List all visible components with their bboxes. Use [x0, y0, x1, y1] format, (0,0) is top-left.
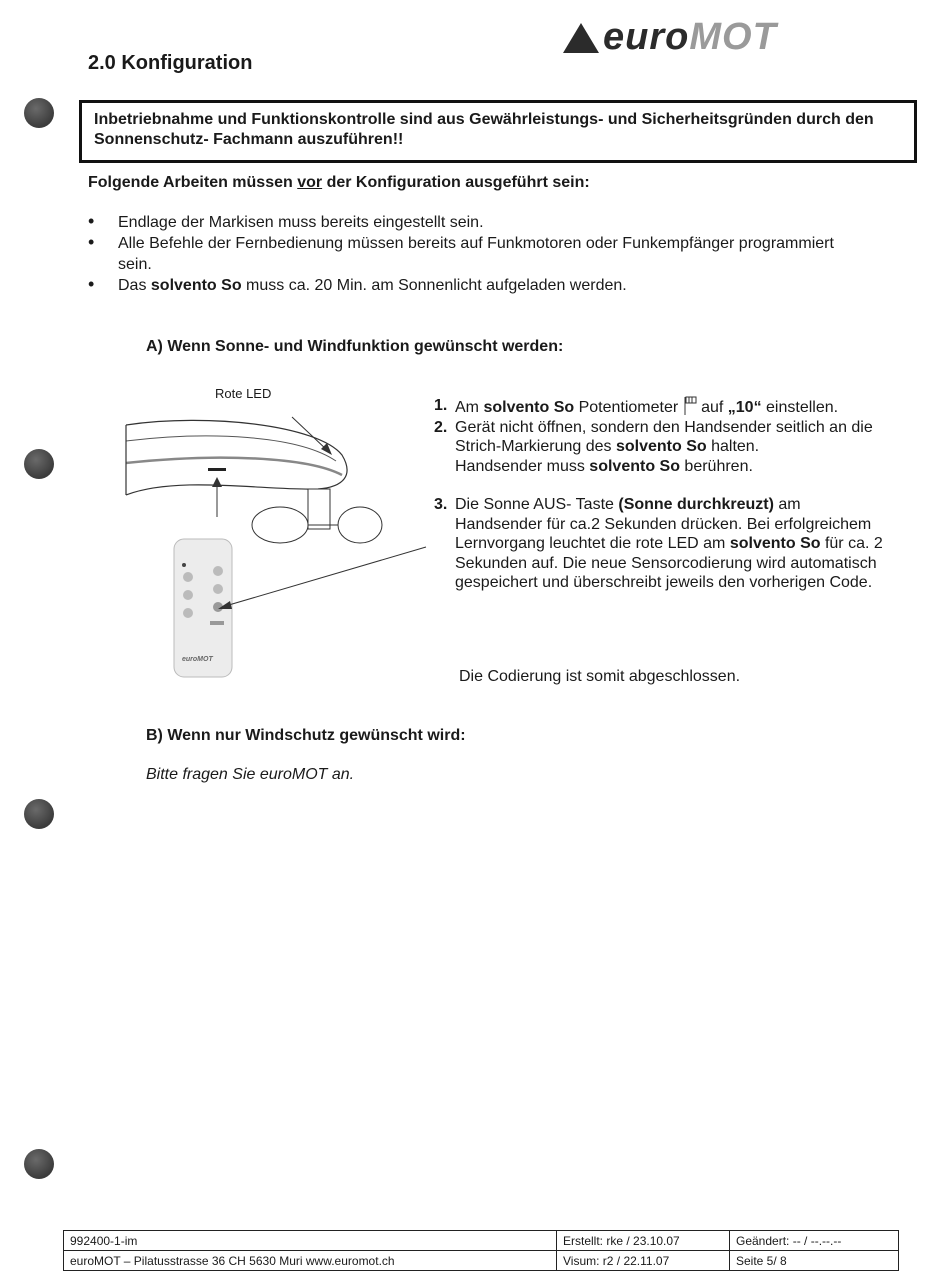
step-3: 3. Die Sonne AUS- Taste (Sonne durchkreuzt) am Handsender für ca.2 Sekunden drücken. Bei erfolgreichem Lernvorgang leuchtet die rote LED am solvento So für ca. 2 Sekunden auf. Die neue Sensorcodierung wird automatisch gespeichert und überschreibt jeweils den vorherigen Code. [434, 496, 883, 591]
device-illustration [118, 405, 430, 685]
led-arrow [292, 417, 328, 451]
remote-button [183, 608, 193, 618]
closing-note: Die Codierung ist somit abgeschlossen. [459, 668, 741, 685]
punch-hole [24, 799, 54, 829]
list-item: • Endlage der Markisen muss bereits eingestellt sein. [88, 212, 868, 233]
prerequisites-list [88, 212, 868, 296]
euromot-logo: euroMOT [563, 16, 777, 56]
remote-button [213, 584, 223, 594]
section-b-heading: B) Wenn nur Windschutz gewünscht wird: [146, 727, 466, 744]
step-2: 2. Gerät nicht öffnen, sondern den Handsender seitlich an die Strich-Markierung des solvento So halten. Handsender muss solvento So berühren. [434, 418, 873, 475]
footer-visum: Visum: r2 / 22.11.07 [557, 1251, 730, 1271]
remote-button [183, 590, 193, 600]
wind-cup-right [338, 507, 382, 543]
sensor-stem [308, 489, 330, 529]
remote-button [213, 566, 223, 576]
punch-hole [24, 449, 54, 479]
footer-table [63, 1230, 899, 1271]
remote-brand: euroMOT [182, 656, 213, 663]
punch-hole [24, 98, 54, 128]
strich-marker [208, 468, 226, 471]
list-item: • Das solvento So muss ca. 20 Min. am Sonnenlicht aufgeladen werden. [88, 275, 868, 296]
wind-cup-left [252, 507, 308, 543]
potentiometer-flag-icon [683, 396, 697, 416]
prerequisites-heading: Folgende Arbeiten müssen vor der Konfiguration ausgeführt sein: [88, 174, 590, 191]
footer-doc-id: 992400-1-im [64, 1231, 557, 1251]
section-b-text: Bitte fragen Sie euroMOT an. [146, 766, 355, 783]
led-label: Rote LED [215, 386, 272, 401]
marker-arrowhead [212, 477, 222, 487]
footer-address: euroMOT – Pilatusstrasse 36 CH 5630 Muri www.euromot.ch [64, 1251, 557, 1271]
warning-box: Inbetriebnahme und Funktionskontrolle sind aus Gewährleistungs- und Sicherheitsgründen durch den Sonnenschutz- Fachmann auszuführen!! [79, 100, 917, 163]
section-a-heading: A) Wenn Sonne- und Windfunktion gewünscht werden: [146, 338, 564, 355]
remote-led [182, 563, 186, 567]
footer-changed: Geändert: -- / --.--.-- [730, 1231, 899, 1251]
step-1: 1. Am solvento So Potentiometer auf „10“ einstellen. [434, 397, 839, 416]
remote-slider [210, 621, 224, 625]
configuration-steps [434, 396, 884, 593]
logo-triangle-icon [563, 23, 599, 53]
remote-button [183, 572, 193, 582]
footer-created: Erstellt: rke / 23.10.07 [557, 1231, 730, 1251]
page-title: 2.0 Konfiguration [88, 52, 253, 74]
sensor-stripe [126, 458, 342, 475]
list-item: • Alle Befehle der Fernbedienung müssen bereits auf Funkmotoren oder Funkempfänger programmiert sein. [88, 233, 868, 275]
footer-page: Seite 5/ 8 [730, 1251, 899, 1271]
button-pointer [222, 547, 426, 607]
punch-hole [24, 1149, 54, 1179]
